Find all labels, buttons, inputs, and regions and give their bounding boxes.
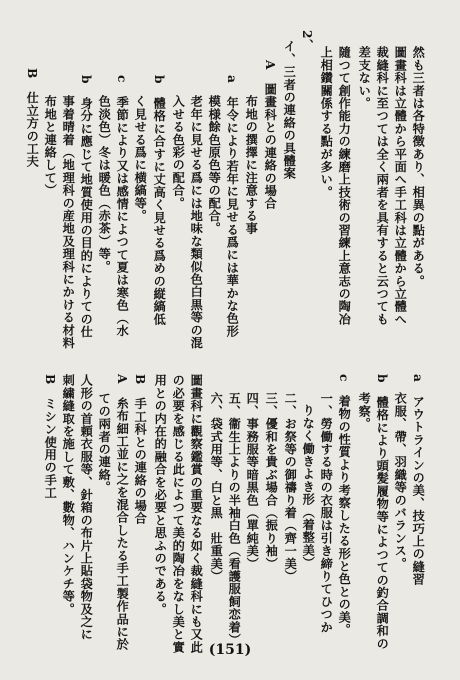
lower-text-column: a アウトラインの美、技巧上の縫習 [411, 374, 426, 586]
page-number: (151) [208, 642, 252, 658]
upper-text-column: a 年令により若年に見せる爲には華かな色形 [225, 75, 240, 338]
lower-text-column: 圖畫科に觀察鑑賞の重要なる如く裁縫科にも又此 [189, 374, 204, 654]
lower-text-column: A 糸布細工並に之を混合したる手工製作品に於 [115, 374, 130, 651]
upper-text-column: c 季節により又は感情によつて夏は寒色（水 [115, 75, 130, 337]
lower-text-column: b 體格により頭髪履物等によつての釣合調和の [375, 374, 390, 650]
upper-text-column: 上相鑽關係する點が多い。 [319, 46, 334, 199]
lower-text-column: 衣服、帶、羽織等のバランス。 [393, 392, 408, 570]
upper-text-column: 事着晴着（地理科の産地及理科にかける材料 [61, 95, 76, 349]
upper-text-column: く見せる爲に横縞等。 [133, 95, 148, 222]
upper-text-column: 圖畫科は立體から平面へ手工科は立體から立體へ [393, 46, 408, 326]
lower-text-column: 四、事務服等暗黒色（單純美） [245, 392, 260, 570]
lower-text-column: c 着物の性質より考察したる形と色との美。 [337, 374, 352, 636]
upper-text-column: 然も三者は各特徴あり、相異の點がある。 [411, 46, 426, 288]
lower-text-column: 用との内在的融合を必要と思ふのである。 [153, 374, 168, 616]
lower-text-column: 六、袋式用等、白と黒 壯重美） [209, 392, 224, 583]
lower-text-column: ての兩者の連絡。 [97, 392, 112, 494]
lower-text-column: B ミシン使用の手工 [43, 374, 58, 500]
upper-text-column: 隨つて創作能力の練磨上技術の習練上意志の陶冶 [337, 46, 352, 326]
upper-text-column: 模様餘色原色等の配合。 [207, 95, 222, 235]
lower-text-column: りなく働きよき形（着整美） [301, 404, 316, 570]
lower-text-column: 五、衞生上よりの半袖白色（看護服飼恋着） [227, 392, 242, 646]
lower-text-column: B 手工科との連絡の場合 [133, 374, 148, 525]
upper-text-column: 裁縫科に至つては全く兩者を具有すると云つても [375, 46, 390, 326]
upper-text-column: 差支ない。 [357, 46, 372, 110]
upper-text-column: 2、 [300, 30, 315, 52]
upper-text-column: 布地の撰擇に注意する事 [244, 95, 259, 235]
upper-text-column: b 身分に應じて地質使用の目的によりての仕 [79, 75, 94, 339]
lower-text-column: 考察。 [357, 392, 372, 431]
lower-text-column: 二、お祭等の御禱り着（齊一美） [283, 392, 298, 583]
lower-text-column: 一、勞働する時の衣服は引き締りてひつか [319, 392, 334, 634]
lower-text-column: の必要を感じる此によつて美的陶冶をなし美と實 [171, 374, 186, 654]
upper-text-column: A 圖畫科との連絡の場合 [263, 60, 278, 210]
upper-text-column: B 仕立方の工夫 [25, 68, 40, 168]
upper-text-column: イ、三者の連絡の具體案 [282, 40, 297, 180]
lower-text-column: 刺繍縫取を施して敷、數物、ハンケチ等。 [61, 374, 76, 616]
upper-text-column: b 體格に合すに丈高く見せる爲めの縦縞低 [152, 75, 167, 326]
lower-text-column: 人形の首頼衣服等、針箱の布片上貼袋物及之に [79, 374, 94, 641]
upper-text-column: 布地と連絡して） [43, 95, 58, 197]
upper-text-column: 入せる色彩の配合。 [171, 95, 186, 210]
upper-text-column: 色淡色）冬は暖色（赤茶）等。 [97, 95, 112, 273]
lower-text-column: 三、優和を貴ぶ場合（振り袖） [264, 392, 279, 570]
upper-text-column: 老年に見せる爲には地味な類似色白黒等の混 [189, 95, 204, 349]
